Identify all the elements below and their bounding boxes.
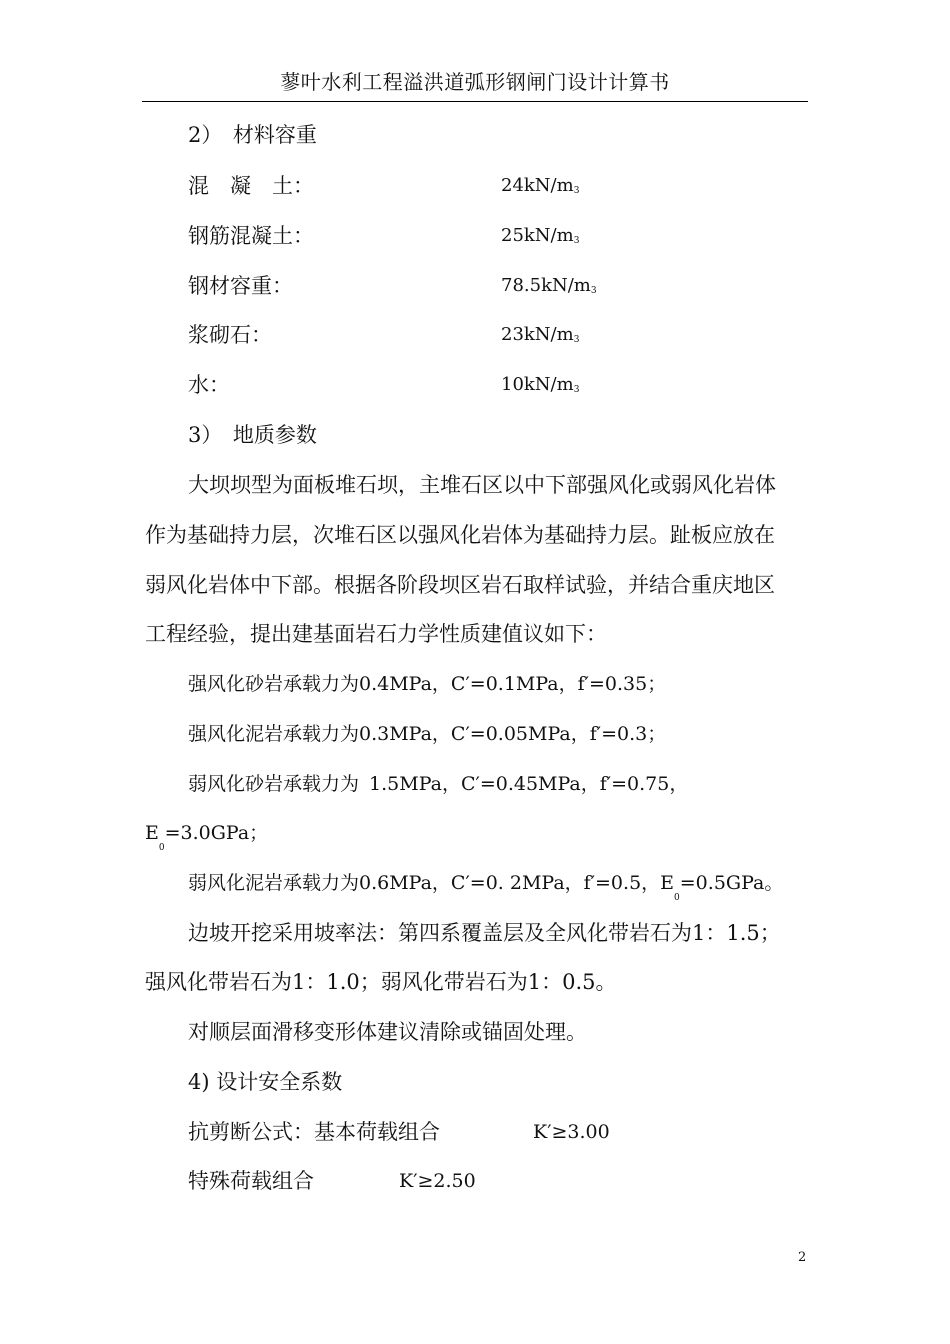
rock-param-line-1: 强风化砂岩承载力为0.4MPa，C′=0.1MPa，f′=0.35； [188, 673, 667, 695]
geology-para-line-4: 工程经验，提出建基面岩石力学性质建值议如下： [145, 622, 607, 646]
material-value-steel: $78.5kN/m^3$ [501, 275, 597, 296]
page-number: 2 [798, 1250, 807, 1265]
rock-param-line-2: 强风化泥岩承载力为0.3MPa，C′=0.05MPa，f′=0.3； [188, 723, 667, 745]
geology-para-line-3: 弱风化岩体中下部。根据各阶段坝区岩石取样试验，并结合重庆地区 [145, 573, 775, 597]
geology-para-line-2: 作为基础持力层，次堆石区以强风化岩体为基础持力层。趾板应放在 [145, 523, 775, 547]
material-value-masonry: $23kN/m^3$ [501, 324, 580, 345]
rock-param-line-5: 弱风化泥岩承载力为0.6MPa，C′=0. 2MPa，f′=0.5，$E_0=0.5GPa$。 [188, 872, 784, 903]
section-2-heading: 2） 材料容重 [188, 123, 317, 147]
safety-row-2-value: K′≥2.50 [399, 1170, 476, 1192]
rock-param-line-4: $E_0=3.0GPa$； [145, 822, 269, 853]
material-label-steel: 钢材容重： [188, 274, 293, 298]
safety-row-2-label: 特殊荷载组合 [188, 1169, 314, 1193]
slope-line-2: 强风化带岩石为1：1.0；弱风化带岩石为1：0.5。 [145, 970, 617, 994]
header-rule [142, 101, 808, 102]
material-value-concrete: $24kN/m^3$ [501, 175, 580, 196]
treatment-line: 对顺层面滑移变形体建议清除或锚固处理。 [188, 1020, 587, 1044]
section-4-heading: 4) 设计安全系数 [188, 1070, 343, 1094]
material-value-water: $10kN/m^3$ [501, 374, 580, 395]
material-label-water: 水： [188, 373, 230, 397]
geology-para-line-1: 大坝坝型为面板堆石坝，主堆石区以中下部强风化或弱风化岩体 [188, 473, 776, 497]
material-value-reinforced-concrete: $25kN/m^3$ [501, 225, 580, 246]
safety-row-1-label: 抗剪断公式：基本荷载组合 [188, 1120, 440, 1144]
section-3-heading: 3） 地质参数 [188, 423, 317, 447]
material-label-masonry: 浆砌石： [188, 323, 272, 347]
slope-line-1: 边坡开挖采用坡率法：第四系覆盖层及全风化带岩石为1：1.5； [188, 921, 781, 945]
rock-param-line-3: 弱风化砂岩承载力为 1.5MPa，C′=0.45MPa，f′=0.75， [188, 773, 689, 795]
safety-row-1-value: K′≥3.00 [533, 1121, 610, 1143]
page-header-title: 蓼叶水利工程溢洪道弧形钢闸门设计计算书 [280, 70, 670, 94]
material-label-concrete: 混 凝 土： [188, 174, 314, 198]
material-label-reinforced-concrete: 钢筋混凝土： [188, 224, 314, 248]
